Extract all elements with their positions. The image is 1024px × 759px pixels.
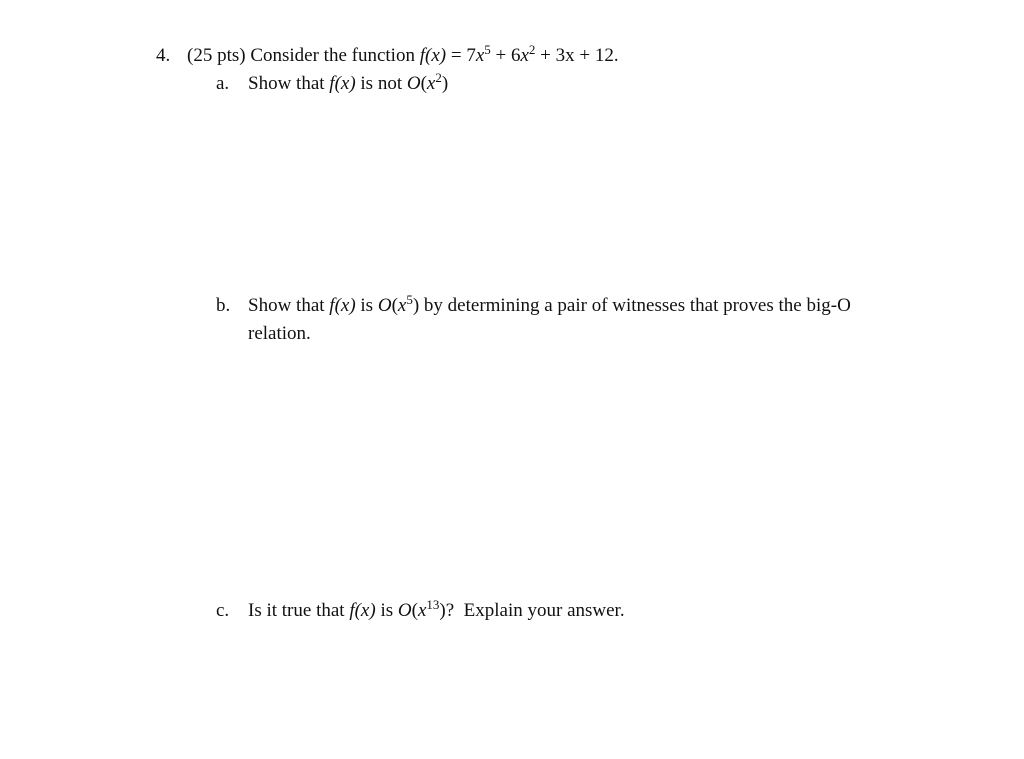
part-b-text [248,294,851,318]
question-number: 4. [156,45,171,66]
plus-sign-3: + [574,45,595,66]
part-b-text-before: Show that [248,295,330,316]
part-c-func-arg: (x) [354,600,376,621]
term2-exponent: 2 [528,42,536,57]
part-b-text-after: by determining a pair of witnesses that proves the big-O [419,295,851,316]
part-c-text [248,599,625,623]
part-b-text-mid: is [355,295,378,316]
part-a-exponent: 2 [435,70,442,85]
part-c-label: c. [216,600,230,621]
plus-sign-2: + [535,45,556,66]
term4: 12. [594,45,619,66]
equals-sign: = [446,45,467,66]
part-b-arg-close: ) [412,295,420,316]
plus-sign-1: + [490,45,511,66]
part-b-bigo: O [377,295,392,316]
part-c-var: x [417,600,427,621]
part-c-text-before: Is it true that [248,600,350,621]
question-intro: Consider the function [250,45,415,66]
term1-exponent: 5 [484,42,491,57]
term1-var: x [475,45,485,66]
term2-coef: 6 [510,45,521,66]
part-b-arg-open: ( [391,295,398,316]
part-c-bigo: O [397,600,412,621]
part-a-arg-open: ( [420,73,427,94]
question-statement [187,44,619,68]
part-a-text-before: Show that [248,73,330,94]
part-c-text-mid: is [375,600,398,621]
term3: 3x [555,45,575,66]
part-a-arg-close: ) [441,73,449,94]
part-c-arg-open: ( [411,600,418,621]
part-a-func: f [329,73,335,94]
term2-var: x [520,45,529,66]
part-b-label: b. [216,295,231,316]
part-c-arg-close: )? [439,600,455,621]
part-c-func: f [349,600,355,621]
part-a-text-mid: is not [355,73,407,94]
part-b-func: f [329,295,335,316]
part-c-text-after: Explain your answer. [454,600,625,621]
part-b-exponent: 5 [406,292,413,307]
part-a-bigo: O [406,73,421,94]
question-points: (25 pts) [187,45,246,66]
part-a-var: x [426,73,436,94]
function-arg: (x) [425,45,447,66]
part-a-text [248,72,448,96]
part-a-label: a. [216,73,230,94]
part-c-exponent: 13 [426,597,440,612]
part-b-text-line2: relation. [248,323,311,344]
part-a-func-arg: (x) [334,73,356,94]
term1-coef: 7 [466,45,476,66]
part-b-var: x [397,295,407,316]
part-b-func-arg: (x) [334,295,356,316]
function-name: f [419,45,425,66]
